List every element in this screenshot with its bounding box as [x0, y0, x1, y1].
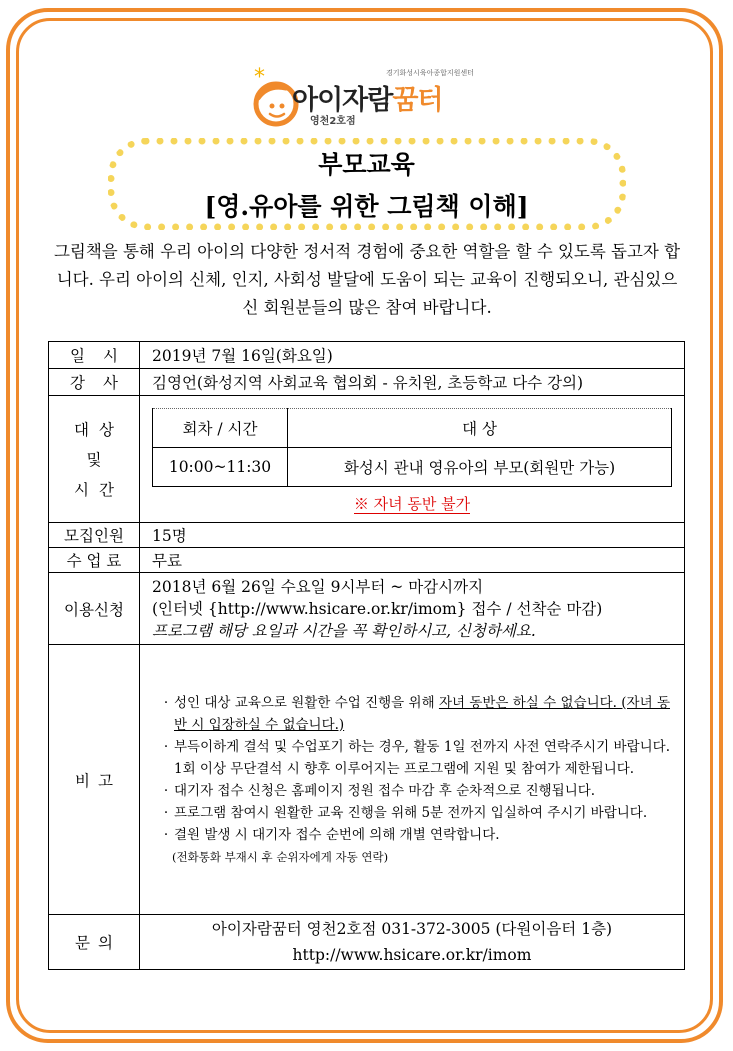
label-contact: 문 의	[49, 915, 140, 970]
page-subtitle: [영.유아를 위한 그림책 이해]	[204, 192, 529, 221]
label-fee: 수 업 료	[49, 548, 140, 573]
no-children-warning: ※ 자녀 동반 불가	[353, 495, 471, 513]
svg-text:*: *	[254, 65, 265, 90]
label-apply: 이용신청	[49, 573, 140, 645]
apply-period: 2018년 6월 26일 수요일 9시부터 ~ 마감시까지	[152, 577, 484, 596]
value-instructor: 김영언(화성지역 사회교육 협의회 - 유치원, 초등학교 다수 강의)	[140, 369, 685, 396]
row-apply	[49, 573, 685, 645]
label-date: 일 시	[49, 342, 140, 369]
value-contact	[140, 915, 685, 970]
schedule-table	[152, 408, 672, 487]
note-item: · 대기자 접수 신청은 홈페이지 정원 접수 마감 후 순차적으로 진행됩니다.	[163, 782, 596, 799]
label-instructor: 강 사	[49, 369, 140, 396]
note-item: · 결원 발생 시 대기자 접수 순번에 의해 개별 연락합니다.	[163, 826, 500, 843]
label-remarks: 비 고	[49, 645, 140, 915]
logo	[246, 62, 496, 132]
label-target: 대 상 및 시 간	[49, 396, 140, 523]
schedule-time: 10:00~11:30	[153, 448, 288, 487]
row-contact	[49, 915, 685, 970]
note-item: · 성인 대상 교육으로 원활한 수업 진행을 위해 자녀 동반은 하실 수 없습니다. (자녀 동반 시 입장하실 수 없습니다.)	[163, 694, 670, 733]
value-target	[140, 396, 685, 523]
row-date	[49, 342, 685, 369]
note-item: · 부득이하게 결석 및 수업포기 하는 경우, 활동 1일 전까지 사전 연락주시기 바랍니다. 1회 이상 무단결석 시 향후 이루어지는 프로그램에 지원 및 참여가 제한됩니다.	[163, 738, 670, 777]
label-capacity: 모집인원	[49, 523, 140, 548]
contact-info: 아이자람꿈터 영천2호점 031-372-3005 (다원이음터 1층)	[211, 920, 613, 938]
value-fee: 무료	[140, 548, 685, 573]
row-remarks	[49, 645, 685, 915]
row-fee	[49, 548, 685, 573]
row-instructor	[49, 369, 685, 396]
logo-wordmark: 아이자람꿈터	[292, 85, 443, 116]
note-item: · 프로그램 참여시 원활한 교육 진행을 위해 5분 전까지 입실하여 주시기 바랍니다.	[163, 804, 648, 821]
row-capacity	[49, 523, 685, 548]
apply-method: (인터넷 {http://www.hsicare.or.kr/imom} 접수 / 선착순 마감)	[152, 599, 603, 618]
logo-branch: 영천2호점	[310, 116, 356, 127]
value-remarks	[140, 645, 685, 915]
value-capacity: 15명	[140, 523, 685, 548]
intro-text: 그림책을 통해 우리 아이의 다양한 정서적 경험에 중요한 역할을 할 수 있도록 돕고자 합니다. 우리 아이의 신체, 인지, 사회성 발달에 도움이 되는 교육이 진행되오니, 관심있으신 회원분들의 많은 참여 바랍니다.	[53, 242, 681, 317]
row-target	[49, 396, 685, 523]
value-date: 2019년 7월 16일(화요일)	[140, 342, 685, 369]
page-title: 부모교육	[318, 150, 415, 179]
logo-org-label: 경기화성시육아종합지원센터	[386, 69, 474, 77]
schedule-head-time: 회차 / 시간	[153, 409, 288, 448]
contact-url[interactable]: http://www.hsicare.or.kr/imom	[292, 946, 532, 964]
schedule-target: 화성시 관내 영유아의 부모(회원만 가능)	[288, 448, 672, 487]
value-apply	[140, 573, 685, 645]
info-table	[48, 341, 685, 970]
note-sub: (전화통화 부재시 후 순위자에게 자동 연락)	[172, 849, 389, 864]
apply-note: 프로그램 해당 요일과 시간을 꼭 확인하시고, 신청하세요.	[152, 621, 536, 640]
schedule-head-target: 대 상	[288, 409, 672, 448]
